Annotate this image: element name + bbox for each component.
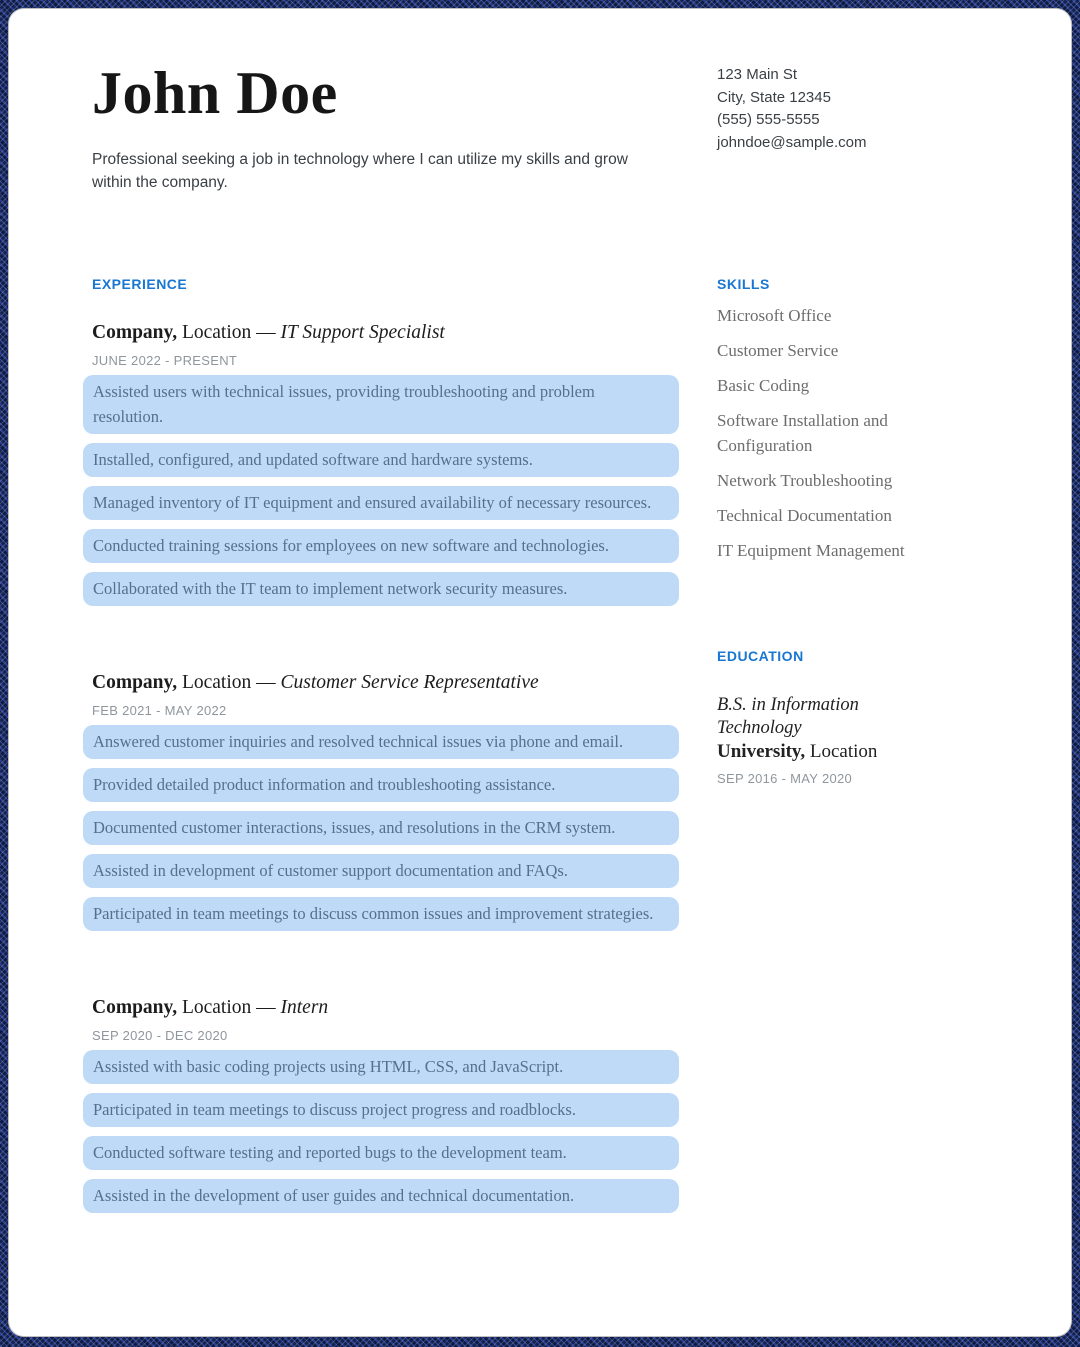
job-dates: FEB 2021 - MAY 2022 xyxy=(92,703,227,718)
job-heading xyxy=(92,995,670,1021)
skill-item: Technical Documentation xyxy=(717,506,892,525)
job-location: Location xyxy=(181,997,252,1018)
job-bullet-highlight: Assisted in development of customer support documentation and FAQs. xyxy=(83,854,679,888)
skill-item: Customer Service xyxy=(717,341,839,360)
experience-section xyxy=(92,276,670,1222)
education-section xyxy=(717,648,947,786)
right-column xyxy=(717,276,947,786)
contact-phone: (555) 555-5555 xyxy=(717,111,820,128)
education-dates: SEP 2016 - MAY 2020 xyxy=(717,771,853,786)
job-dates: JUNE 2022 - PRESENT xyxy=(92,353,238,368)
job-entry xyxy=(92,320,670,606)
job-bullet-highlight: Conducted software testing and reported bugs to the development team. xyxy=(83,1136,679,1170)
resume-header xyxy=(92,60,988,194)
skill-item: Network Troubleshooting xyxy=(717,471,893,490)
job-bullets xyxy=(83,725,679,931)
professional-summary: Professional seeking a job in technology where I can utilize my skills and grow within the company. xyxy=(92,151,628,191)
job-bullets xyxy=(83,1050,679,1213)
skills-list xyxy=(717,303,947,563)
resume-content xyxy=(8,8,1072,1222)
job-separator: — xyxy=(256,997,276,1018)
job-bullet-highlight: Installed, configured, and updated software and hardware systems. xyxy=(83,443,679,477)
job-location: Location xyxy=(181,672,252,693)
job-list xyxy=(92,320,670,1213)
job-separator: — xyxy=(256,322,276,343)
skills-section xyxy=(717,276,947,563)
education-section-label: EDUCATION xyxy=(717,648,804,664)
job-bullets xyxy=(83,375,679,606)
job-company: Company, xyxy=(92,322,178,343)
skill-item: Basic Coding xyxy=(717,376,810,395)
main-columns xyxy=(92,276,988,1222)
job-heading xyxy=(92,670,670,696)
job-entry xyxy=(92,670,670,931)
contact-email: johndoe@sample.com xyxy=(717,133,867,151)
resume-card xyxy=(8,8,1072,1337)
job-bullet-highlight: Participated in team meetings to discuss project progress and roadblocks. xyxy=(83,1093,679,1127)
education-degree: B.S. in Information Technology xyxy=(717,695,859,738)
skills-section-label: SKILLS xyxy=(717,276,770,292)
skill-item: IT Equipment Management xyxy=(717,541,905,560)
job-entry xyxy=(92,995,670,1213)
contact-block xyxy=(717,60,947,154)
page-title: John Doe xyxy=(92,60,338,126)
job-separator: — xyxy=(256,672,276,693)
contact-address: 123 Main St xyxy=(717,66,798,83)
contact-city-state-zip: City, State 12345 xyxy=(717,88,831,106)
job-bullet-highlight: Assisted with basic coding projects using HTML, CSS, and JavaScript. xyxy=(83,1050,679,1084)
job-bullet-highlight: Managed inventory of IT equipment and ensured availability of necessary resources. xyxy=(83,486,679,520)
education-school-line xyxy=(717,740,947,764)
education-school: University, xyxy=(717,741,806,762)
job-role: Customer Service Representative xyxy=(280,672,539,693)
job-role: Intern xyxy=(280,997,329,1018)
job-role: IT Support Specialist xyxy=(280,322,445,343)
experience-section-label: EXPERIENCE xyxy=(92,276,188,292)
job-bullet-highlight: Assisted users with technical issues, providing troubleshooting and problem resolution. xyxy=(83,375,679,434)
skill-item: Software Installation and Configuration xyxy=(717,411,888,455)
job-bullet-highlight: Documented customer interactions, issues, and resolutions in the CRM system. xyxy=(83,811,679,845)
job-bullet-highlight: Provided detailed product information and troubleshooting assistance. xyxy=(83,768,679,802)
education-school-location: Location xyxy=(809,741,878,762)
header-left xyxy=(92,60,670,194)
job-bullet-highlight: Collaborated with the IT team to implement network security measures. xyxy=(83,572,679,606)
job-bullet-highlight: Assisted in the development of user guides and technical documentation. xyxy=(83,1179,679,1213)
job-bullet-highlight: Conducted training sessions for employees on new software and technologies. xyxy=(83,529,679,563)
job-company: Company, xyxy=(92,997,178,1018)
skill-item: Microsoft Office xyxy=(717,306,832,325)
job-bullet-highlight: Answered customer inquiries and resolved technical issues via phone and email. xyxy=(83,725,679,759)
job-dates: SEP 2020 - DEC 2020 xyxy=(92,1028,228,1043)
job-company: Company, xyxy=(92,672,178,693)
job-heading xyxy=(92,320,670,346)
job-bullet-highlight: Participated in team meetings to discuss common issues and improvement strategies. xyxy=(83,897,679,931)
job-location: Location xyxy=(181,322,252,343)
